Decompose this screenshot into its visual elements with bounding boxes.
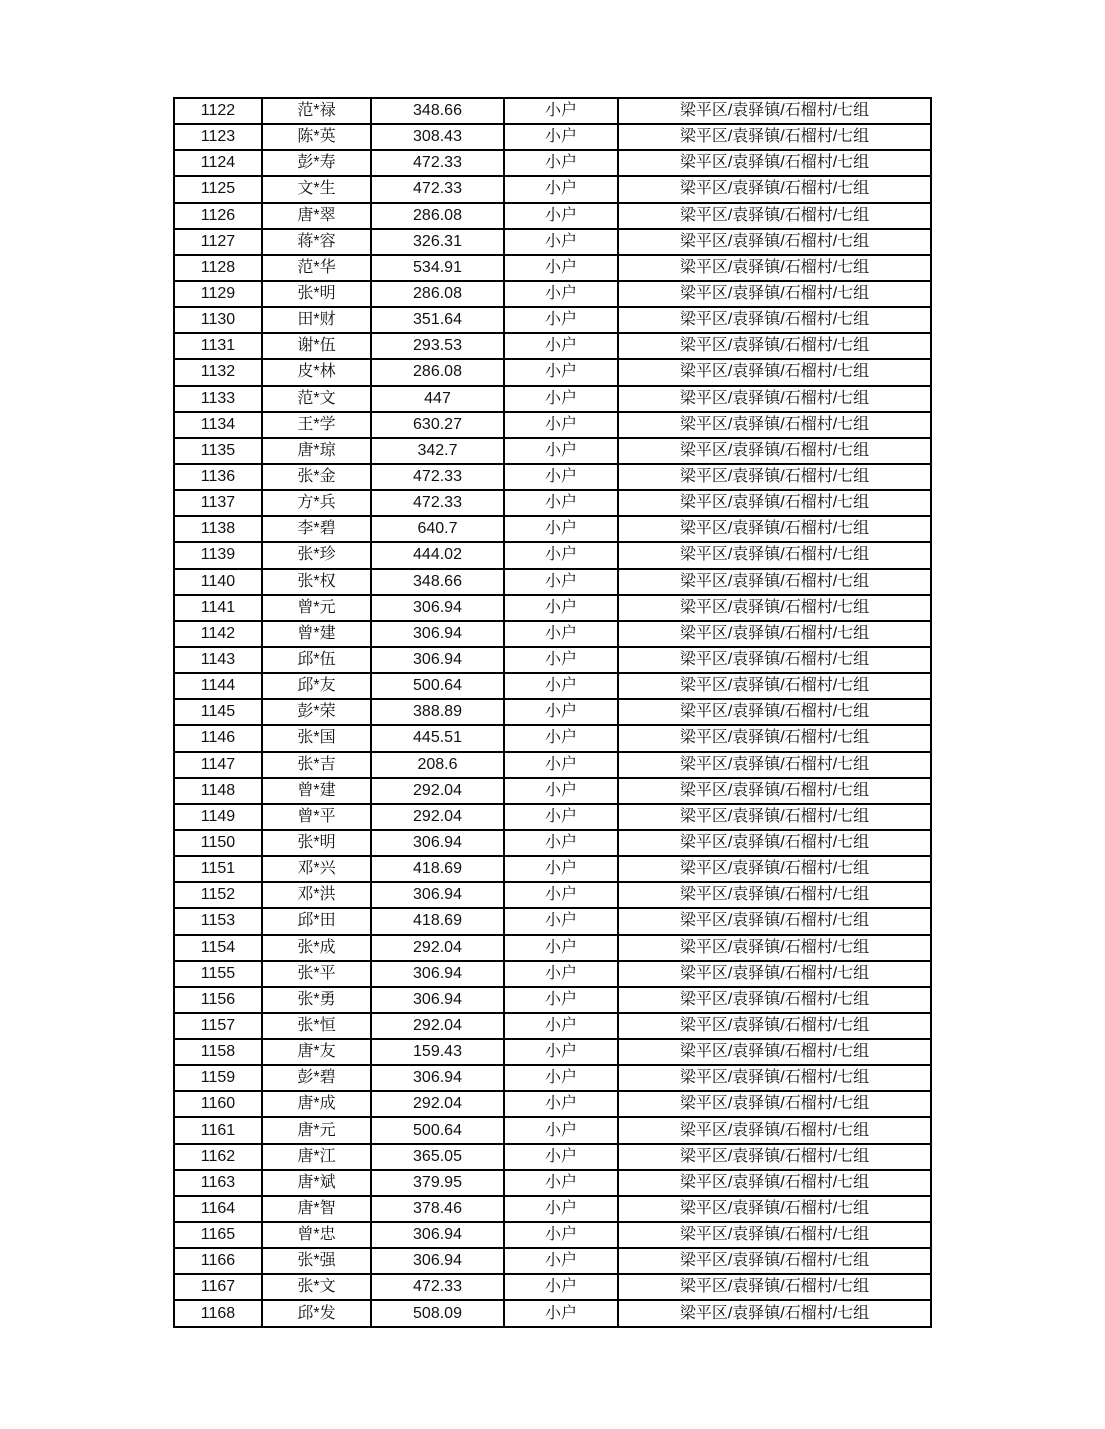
cell-name: 范*禄 — [262, 98, 371, 124]
cell-address: 梁平区/袁驿镇/石榴村/七组 — [618, 1196, 931, 1222]
cell-name: 张*国 — [262, 725, 371, 751]
cell-name: 邓*兴 — [262, 856, 371, 882]
cell-name: 唐*江 — [262, 1144, 371, 1170]
cell-type: 小户 — [504, 516, 618, 542]
cell-id: 1156 — [174, 987, 262, 1013]
cell-name: 唐*成 — [262, 1091, 371, 1117]
cell-name: 曾*建 — [262, 621, 371, 647]
cell-address: 梁平区/袁驿镇/石榴村/七组 — [618, 804, 931, 830]
cell-id: 1154 — [174, 935, 262, 961]
cell-name: 邓*洪 — [262, 882, 371, 908]
cell-name: 文*生 — [262, 176, 371, 202]
cell-name: 邱*田 — [262, 908, 371, 934]
cell-amount: 159.43 — [371, 1039, 504, 1065]
table-row — [174, 255, 931, 281]
cell-address: 梁平区/袁驿镇/石榴村/七组 — [618, 778, 931, 804]
cell-amount: 292.04 — [371, 804, 504, 830]
table-row — [174, 1274, 931, 1300]
cell-type: 小户 — [504, 1248, 618, 1274]
cell-id: 1152 — [174, 882, 262, 908]
cell-address: 梁平区/袁驿镇/石榴村/七组 — [618, 1065, 931, 1091]
table-row — [174, 98, 931, 124]
table-row — [174, 778, 931, 804]
table-row — [174, 804, 931, 830]
cell-type: 小户 — [504, 464, 618, 490]
cell-name: 唐*元 — [262, 1117, 371, 1143]
cell-type: 小户 — [504, 1222, 618, 1248]
cell-id: 1161 — [174, 1117, 262, 1143]
cell-name: 邱*发 — [262, 1300, 371, 1327]
cell-name: 谢*伍 — [262, 333, 371, 359]
table-row — [174, 935, 931, 961]
table-row — [174, 150, 931, 176]
cell-type: 小户 — [504, 386, 618, 412]
cell-name: 唐*智 — [262, 1196, 371, 1222]
cell-amount: 292.04 — [371, 1091, 504, 1117]
cell-type: 小户 — [504, 203, 618, 229]
cell-amount: 348.66 — [371, 98, 504, 124]
cell-address: 梁平区/袁驿镇/石榴村/七组 — [618, 856, 931, 882]
table-row — [174, 1170, 931, 1196]
cell-amount: 472.33 — [371, 490, 504, 516]
cell-name: 陈*英 — [262, 124, 371, 150]
cell-amount: 306.94 — [371, 1065, 504, 1091]
table-body — [174, 98, 931, 1327]
cell-amount: 286.08 — [371, 203, 504, 229]
table-row — [174, 490, 931, 516]
cell-amount: 418.69 — [371, 908, 504, 934]
cell-name: 张*金 — [262, 464, 371, 490]
cell-amount: 472.33 — [371, 1274, 504, 1300]
cell-address: 梁平区/袁驿镇/石榴村/七组 — [618, 882, 931, 908]
cell-amount: 306.94 — [371, 987, 504, 1013]
cell-amount: 351.64 — [371, 307, 504, 333]
cell-address: 梁平区/袁驿镇/石榴村/七组 — [618, 1300, 931, 1327]
cell-id: 1128 — [174, 255, 262, 281]
cell-type: 小户 — [504, 778, 618, 804]
cell-id: 1126 — [174, 203, 262, 229]
cell-amount: 348.66 — [371, 569, 504, 595]
table-row — [174, 359, 931, 385]
cell-id: 1159 — [174, 1065, 262, 1091]
cell-id: 1146 — [174, 725, 262, 751]
cell-amount: 418.69 — [371, 856, 504, 882]
cell-id: 1131 — [174, 333, 262, 359]
table-row — [174, 229, 931, 255]
cell-id: 1127 — [174, 229, 262, 255]
cell-address: 梁平区/袁驿镇/石榴村/七组 — [618, 987, 931, 1013]
cell-address: 梁平区/袁驿镇/石榴村/七组 — [618, 464, 931, 490]
table-row — [174, 725, 931, 751]
cell-address: 梁平区/袁驿镇/石榴村/七组 — [618, 176, 931, 202]
cell-name: 张*珍 — [262, 542, 371, 568]
table-row — [174, 307, 931, 333]
table-row — [174, 1144, 931, 1170]
cell-id: 1140 — [174, 569, 262, 595]
cell-address: 梁平区/袁驿镇/石榴村/七组 — [618, 516, 931, 542]
cell-amount: 306.94 — [371, 621, 504, 647]
table-row — [174, 333, 931, 359]
cell-name: 张*恒 — [262, 1013, 371, 1039]
cell-type: 小户 — [504, 1039, 618, 1065]
cell-amount: 342.7 — [371, 438, 504, 464]
cell-name: 张*强 — [262, 1248, 371, 1274]
cell-amount: 365.05 — [371, 1144, 504, 1170]
table-row — [174, 908, 931, 934]
cell-type: 小户 — [504, 830, 618, 856]
cell-amount: 379.95 — [371, 1170, 504, 1196]
cell-address: 梁平区/袁驿镇/石榴村/七组 — [618, 124, 931, 150]
cell-type: 小户 — [504, 490, 618, 516]
table-row — [174, 830, 931, 856]
cell-type: 小户 — [504, 961, 618, 987]
cell-type: 小户 — [504, 1013, 618, 1039]
cell-name: 蒋*容 — [262, 229, 371, 255]
cell-id: 1168 — [174, 1300, 262, 1327]
cell-name: 张*文 — [262, 1274, 371, 1300]
cell-name: 彭*寿 — [262, 150, 371, 176]
cell-id: 1149 — [174, 804, 262, 830]
cell-type: 小户 — [504, 412, 618, 438]
table-row — [174, 1039, 931, 1065]
cell-name: 张*明 — [262, 830, 371, 856]
cell-name: 张*权 — [262, 569, 371, 595]
cell-name: 范*文 — [262, 386, 371, 412]
cell-amount: 286.08 — [371, 281, 504, 307]
cell-name: 张*吉 — [262, 752, 371, 778]
cell-id: 1125 — [174, 176, 262, 202]
cell-amount: 306.94 — [371, 595, 504, 621]
cell-amount: 500.64 — [371, 673, 504, 699]
cell-type: 小户 — [504, 647, 618, 673]
cell-id: 1136 — [174, 464, 262, 490]
cell-type: 小户 — [504, 882, 618, 908]
cell-address: 梁平区/袁驿镇/石榴村/七组 — [618, 412, 931, 438]
cell-type: 小户 — [504, 1091, 618, 1117]
cell-id: 1142 — [174, 621, 262, 647]
cell-id: 1130 — [174, 307, 262, 333]
cell-id: 1122 — [174, 98, 262, 124]
cell-id: 1133 — [174, 386, 262, 412]
cell-type: 小户 — [504, 1065, 618, 1091]
cell-name: 皮*林 — [262, 359, 371, 385]
cell-amount: 292.04 — [371, 935, 504, 961]
cell-id: 1165 — [174, 1222, 262, 1248]
cell-type: 小户 — [504, 673, 618, 699]
cell-address: 梁平区/袁驿镇/石榴村/七组 — [618, 1117, 931, 1143]
cell-type: 小户 — [504, 150, 618, 176]
cell-address: 梁平区/袁驿镇/石榴村/七组 — [618, 908, 931, 934]
table-row — [174, 595, 931, 621]
table-row — [174, 386, 931, 412]
cell-address: 梁平区/袁驿镇/石榴村/七组 — [618, 386, 931, 412]
cell-type: 小户 — [504, 595, 618, 621]
cell-type: 小户 — [504, 908, 618, 934]
cell-address: 梁平区/袁驿镇/石榴村/七组 — [618, 1248, 931, 1274]
cell-id: 1145 — [174, 699, 262, 725]
cell-type: 小户 — [504, 1300, 618, 1327]
cell-id: 1150 — [174, 830, 262, 856]
table-row — [174, 961, 931, 987]
table-row — [174, 1248, 931, 1274]
table-row — [174, 203, 931, 229]
cell-amount: 444.02 — [371, 542, 504, 568]
table-row — [174, 569, 931, 595]
table-row — [174, 281, 931, 307]
cell-amount: 472.33 — [371, 464, 504, 490]
cell-address: 梁平区/袁驿镇/石榴村/七组 — [618, 673, 931, 699]
cell-address: 梁平区/袁驿镇/石榴村/七组 — [618, 150, 931, 176]
cell-amount: 306.94 — [371, 830, 504, 856]
cell-address: 梁平区/袁驿镇/石榴村/七组 — [618, 595, 931, 621]
cell-amount: 472.33 — [371, 150, 504, 176]
table-row — [174, 699, 931, 725]
cell-address: 梁平区/袁驿镇/石榴村/七组 — [618, 98, 931, 124]
cell-type: 小户 — [504, 699, 618, 725]
cell-amount: 326.31 — [371, 229, 504, 255]
cell-type: 小户 — [504, 124, 618, 150]
cell-amount: 630.27 — [371, 412, 504, 438]
cell-type: 小户 — [504, 229, 618, 255]
cell-name: 曾*元 — [262, 595, 371, 621]
cell-id: 1147 — [174, 752, 262, 778]
cell-address: 梁平区/袁驿镇/石榴村/七组 — [618, 830, 931, 856]
cell-address: 梁平区/袁驿镇/石榴村/七组 — [618, 542, 931, 568]
cell-name: 唐*友 — [262, 1039, 371, 1065]
cell-id: 1160 — [174, 1091, 262, 1117]
table-row — [174, 621, 931, 647]
cell-type: 小户 — [504, 281, 618, 307]
table-row — [174, 673, 931, 699]
table-row — [174, 882, 931, 908]
cell-amount: 208.6 — [371, 752, 504, 778]
table-row — [174, 176, 931, 202]
cell-address: 梁平区/袁驿镇/石榴村/七组 — [618, 725, 931, 751]
table-row — [174, 1013, 931, 1039]
cell-address: 梁平区/袁驿镇/石榴村/七组 — [618, 490, 931, 516]
table-row — [174, 856, 931, 882]
cell-amount: 306.94 — [371, 1248, 504, 1274]
cell-amount: 308.43 — [371, 124, 504, 150]
cell-type: 小户 — [504, 935, 618, 961]
cell-address: 梁平区/袁驿镇/石榴村/七组 — [618, 359, 931, 385]
table-row — [174, 987, 931, 1013]
cell-address: 梁平区/袁驿镇/石榴村/七组 — [618, 647, 931, 673]
cell-address: 梁平区/袁驿镇/石榴村/七组 — [618, 1144, 931, 1170]
cell-type: 小户 — [504, 333, 618, 359]
cell-id: 1155 — [174, 961, 262, 987]
cell-address: 梁平区/袁驿镇/石榴村/七组 — [618, 1274, 931, 1300]
cell-name: 曾*建 — [262, 778, 371, 804]
cell-type: 小户 — [504, 359, 618, 385]
cell-type: 小户 — [504, 569, 618, 595]
cell-name: 邱*友 — [262, 673, 371, 699]
cell-type: 小户 — [504, 98, 618, 124]
cell-type: 小户 — [504, 987, 618, 1013]
cell-id: 1162 — [174, 1144, 262, 1170]
cell-id: 1164 — [174, 1196, 262, 1222]
cell-name: 方*兵 — [262, 490, 371, 516]
cell-id: 1151 — [174, 856, 262, 882]
cell-id: 1158 — [174, 1039, 262, 1065]
cell-amount: 508.09 — [371, 1300, 504, 1327]
cell-amount: 378.46 — [371, 1196, 504, 1222]
cell-address: 梁平区/袁驿镇/石榴村/七组 — [618, 1091, 931, 1117]
cell-address: 梁平区/袁驿镇/石榴村/七组 — [618, 255, 931, 281]
cell-type: 小户 — [504, 176, 618, 202]
cell-type: 小户 — [504, 725, 618, 751]
cell-address: 梁平区/袁驿镇/石榴村/七组 — [618, 621, 931, 647]
table-row — [174, 1300, 931, 1327]
cell-name: 曾*忠 — [262, 1222, 371, 1248]
table-row — [174, 124, 931, 150]
cell-amount: 388.89 — [371, 699, 504, 725]
cell-address: 梁平区/袁驿镇/石榴村/七组 — [618, 333, 931, 359]
cell-address: 梁平区/袁驿镇/石榴村/七组 — [618, 569, 931, 595]
cell-type: 小户 — [504, 255, 618, 281]
table-row — [174, 542, 931, 568]
cell-name: 唐*斌 — [262, 1170, 371, 1196]
cell-id: 1153 — [174, 908, 262, 934]
cell-amount: 640.7 — [371, 516, 504, 542]
cell-id: 1141 — [174, 595, 262, 621]
household-data-table — [173, 97, 932, 1328]
cell-amount: 306.94 — [371, 882, 504, 908]
cell-amount: 500.64 — [371, 1117, 504, 1143]
table-row — [174, 1117, 931, 1143]
cell-amount: 293.53 — [371, 333, 504, 359]
cell-id: 1124 — [174, 150, 262, 176]
cell-address: 梁平区/袁驿镇/石榴村/七组 — [618, 229, 931, 255]
cell-id: 1134 — [174, 412, 262, 438]
cell-id: 1157 — [174, 1013, 262, 1039]
cell-name: 彭*荣 — [262, 699, 371, 725]
cell-name: 彭*碧 — [262, 1065, 371, 1091]
cell-name: 张*勇 — [262, 987, 371, 1013]
cell-name: 张*成 — [262, 935, 371, 961]
cell-type: 小户 — [504, 1170, 618, 1196]
cell-type: 小户 — [504, 307, 618, 333]
cell-amount: 306.94 — [371, 961, 504, 987]
cell-id: 1167 — [174, 1274, 262, 1300]
cell-type: 小户 — [504, 621, 618, 647]
cell-name: 唐*琼 — [262, 438, 371, 464]
cell-address: 梁平区/袁驿镇/石榴村/七组 — [618, 1039, 931, 1065]
cell-amount: 447 — [371, 386, 504, 412]
cell-address: 梁平区/袁驿镇/石榴村/七组 — [618, 961, 931, 987]
cell-name: 唐*翠 — [262, 203, 371, 229]
cell-type: 小户 — [504, 804, 618, 830]
cell-amount: 286.08 — [371, 359, 504, 385]
cell-address: 梁平区/袁驿镇/石榴村/七组 — [618, 281, 931, 307]
table-row — [174, 647, 931, 673]
cell-amount: 472.33 — [371, 176, 504, 202]
table-row — [174, 516, 931, 542]
cell-name: 李*碧 — [262, 516, 371, 542]
cell-id: 1123 — [174, 124, 262, 150]
cell-address: 梁平区/袁驿镇/石榴村/七组 — [618, 1013, 931, 1039]
cell-address: 梁平区/袁驿镇/石榴村/七组 — [618, 752, 931, 778]
cell-id: 1129 — [174, 281, 262, 307]
cell-id: 1138 — [174, 516, 262, 542]
cell-amount: 292.04 — [371, 1013, 504, 1039]
cell-id: 1148 — [174, 778, 262, 804]
table-row — [174, 1222, 931, 1248]
cell-type: 小户 — [504, 1274, 618, 1300]
cell-id: 1137 — [174, 490, 262, 516]
cell-address: 梁平区/袁驿镇/石榴村/七组 — [618, 203, 931, 229]
cell-id: 1132 — [174, 359, 262, 385]
cell-id: 1163 — [174, 1170, 262, 1196]
cell-address: 梁平区/袁驿镇/石榴村/七组 — [618, 1222, 931, 1248]
cell-name: 邱*伍 — [262, 647, 371, 673]
cell-address: 梁平区/袁驿镇/石榴村/七组 — [618, 1170, 931, 1196]
cell-name: 王*学 — [262, 412, 371, 438]
cell-id: 1135 — [174, 438, 262, 464]
cell-type: 小户 — [504, 752, 618, 778]
cell-address: 梁平区/袁驿镇/石榴村/七组 — [618, 699, 931, 725]
table-row — [174, 1196, 931, 1222]
cell-amount: 292.04 — [371, 778, 504, 804]
cell-amount: 534.91 — [371, 255, 504, 281]
cell-amount: 306.94 — [371, 647, 504, 673]
cell-address: 梁平区/袁驿镇/石榴村/七组 — [618, 307, 931, 333]
cell-name: 张*明 — [262, 281, 371, 307]
cell-name: 田*财 — [262, 307, 371, 333]
cell-address: 梁平区/袁驿镇/石榴村/七组 — [618, 438, 931, 464]
cell-id: 1143 — [174, 647, 262, 673]
cell-id: 1166 — [174, 1248, 262, 1274]
table-row — [174, 412, 931, 438]
table-row — [174, 1065, 931, 1091]
table-row — [174, 464, 931, 490]
cell-type: 小户 — [504, 1117, 618, 1143]
cell-id: 1139 — [174, 542, 262, 568]
cell-type: 小户 — [504, 542, 618, 568]
cell-amount: 306.94 — [371, 1222, 504, 1248]
cell-address: 梁平区/袁驿镇/石榴村/七组 — [618, 935, 931, 961]
cell-type: 小户 — [504, 856, 618, 882]
cell-type: 小户 — [504, 1196, 618, 1222]
table-row — [174, 1091, 931, 1117]
table-row — [174, 438, 931, 464]
table-row — [174, 752, 931, 778]
cell-name: 范*华 — [262, 255, 371, 281]
cell-id: 1144 — [174, 673, 262, 699]
cell-name: 曾*平 — [262, 804, 371, 830]
cell-amount: 445.51 — [371, 725, 504, 751]
cell-name: 张*平 — [262, 961, 371, 987]
cell-type: 小户 — [504, 1144, 618, 1170]
cell-type: 小户 — [504, 438, 618, 464]
